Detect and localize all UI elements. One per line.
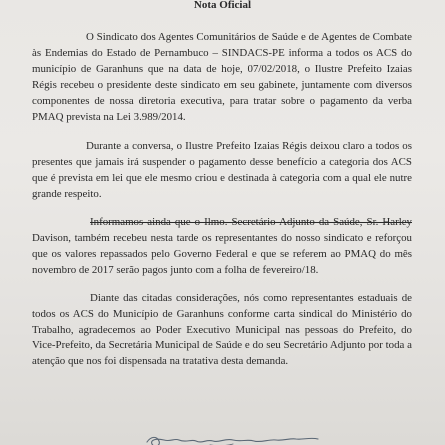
document-body: [32, 30, 412, 384]
document-title: Nota Oficial: [193, 0, 252, 11]
struck-sentence: Informamos ainda que o Ilmo. Secretário Adjunto da Saúde, Sr. Harley: [90, 216, 412, 229]
handwritten-signature: [140, 428, 340, 445]
paragraph-4: Diante das citadas considerações, nós como representantes estaduais de todos os ACS do Município de Garanhuns conforme carta sindical do Ministério do Trabalho, agradecemos ao Poder Executivo Municipal nas pessoas do Prefeito, do Vice-Prefeito, da Secretária Municipal de Saúde e do seu Secretário Adjunto por toda a atenção que nos foi dispensada na tratativa desta demanda.: [32, 291, 412, 368]
paragraph-3: [32, 215, 412, 279]
paragraph-2: Durante a conversa, o Ilustre Prefeito Izaias Régis deixou claro a todos os presentes que jamais irá suspender o pagamento desse benefício a categoria dos ACS que é prevista em lei que ele mesmo criou e destinada à categoria com a qual ele nutre grande respeito.: [32, 140, 412, 201]
paragraph-1: O Sindicato dos Agentes Comunitários de Saúde e de Agentes de Combate às Endemias do Estado de Pernambuco – SINDACS-PE informa a todos os ACS do município de Garanhuns que na data de hoje, 07/02/2018, o Ilustre Prefeito Izaias Régis recebeu o presidente deste sindicato em seu gabinete, juntamente com diversos componentes de nossa diretoria executiva, para tratar sobre o pagamento da verba PMAQ prevista na Lei 3.989/2014.: [32, 31, 412, 123]
paragraph-3-text: Davison, também recebeu nesta tarde os representantes do nosso sindicato e reforçou que os valores repassados pelo Governo Federal e que se referem ao PMAQ do mês novembro de 2017 serão pagos junto com a folha de fevereiro/18.: [32, 231, 412, 276]
